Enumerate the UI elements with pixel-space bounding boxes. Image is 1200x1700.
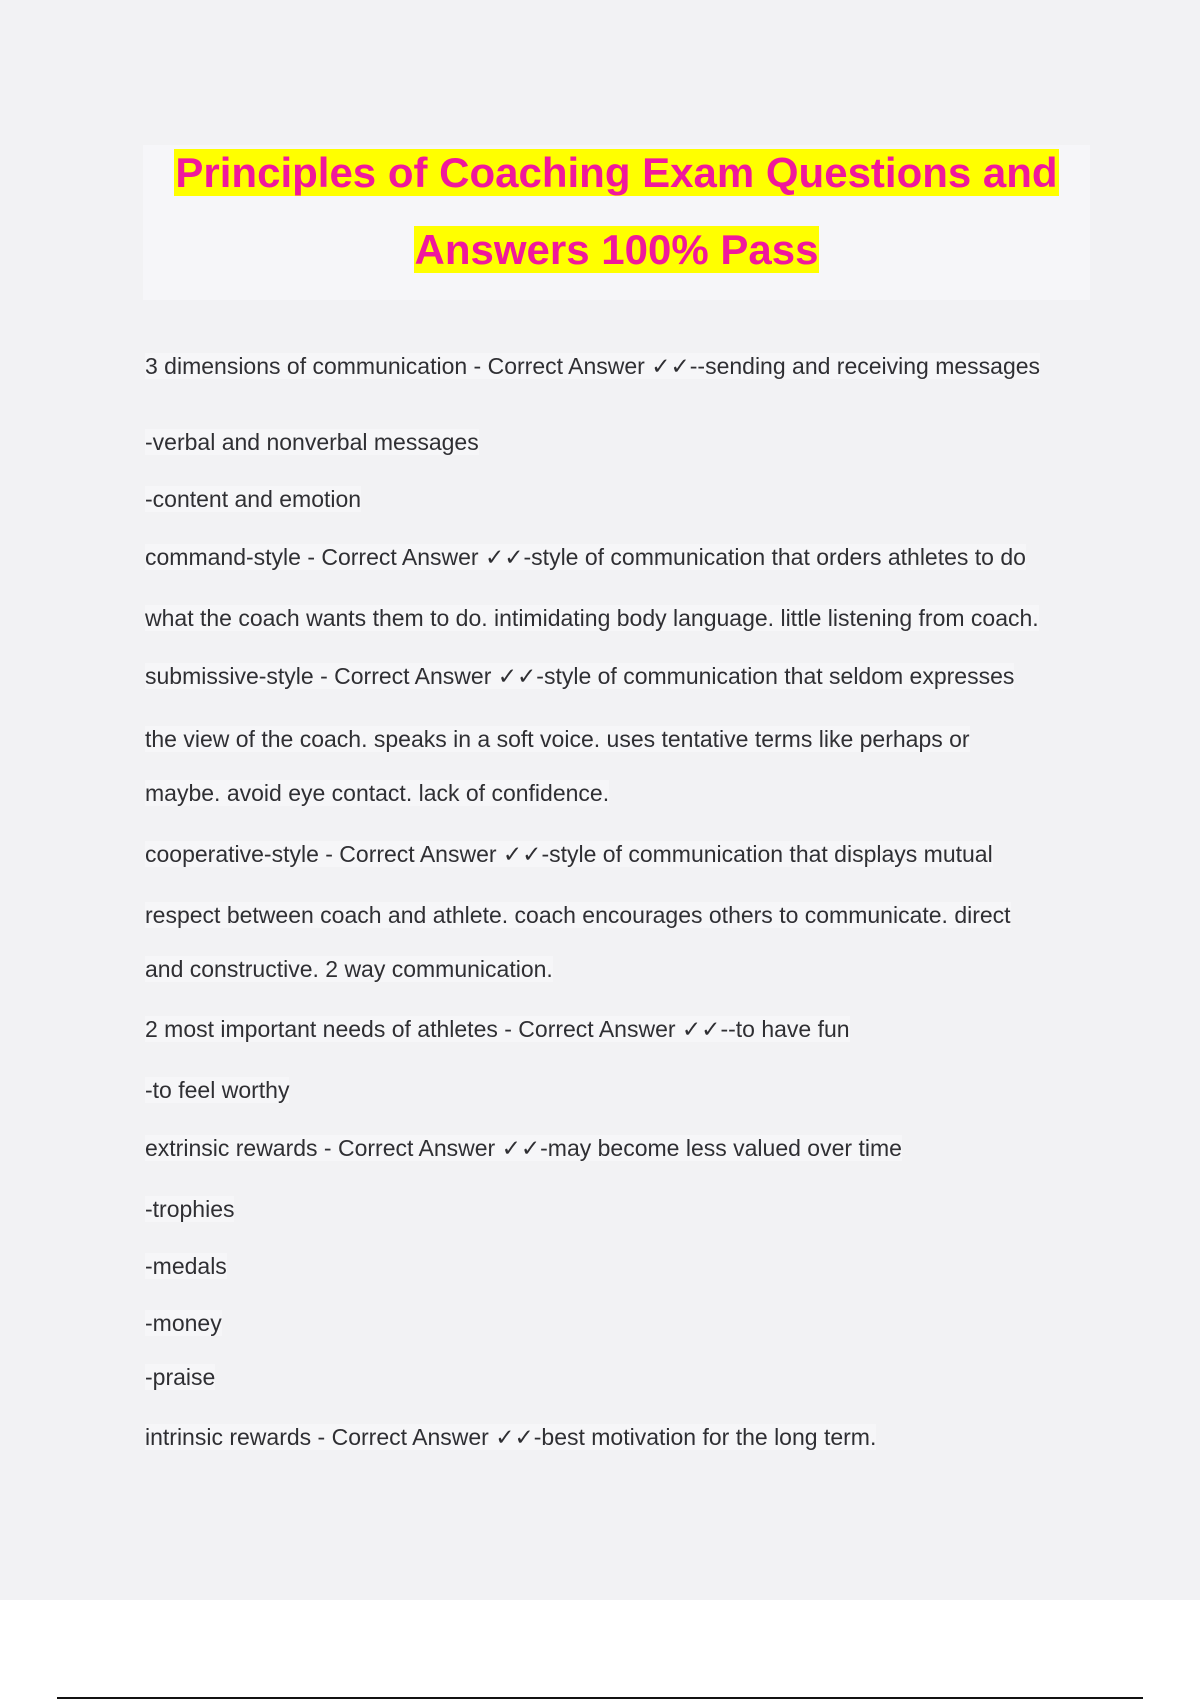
text-line-content: command-style - Correct Answer ✓✓-style of communication that orders athletes to do	[145, 544, 1026, 570]
text-line-content: maybe. avoid eye contact. lack of confidence.	[145, 780, 610, 806]
footer-divider	[57, 1697, 1143, 1699]
text-line	[145, 724, 970, 754]
text-line-content: -medals	[145, 1253, 227, 1279]
text-line	[145, 1422, 876, 1452]
text-line	[145, 1194, 234, 1224]
text-line	[145, 1308, 222, 1338]
text-line	[145, 661, 1014, 691]
text-line	[145, 1362, 215, 1392]
text-line-content: respect between coach and athlete. coach encourages others to communicate. direct	[145, 902, 1011, 928]
document-title-line-1	[143, 148, 1090, 198]
text-line	[145, 484, 361, 514]
text-line-content: and constructive. 2 way communication.	[145, 956, 553, 982]
text-line	[145, 427, 479, 457]
title-line-1-text: Principles of Coaching Exam Questions and	[175, 149, 1058, 196]
text-line-content: -verbal and nonverbal messages	[145, 429, 479, 455]
text-line-content: 3 dimensions of communication - Correct Answer ✓✓--sending and receiving messages	[145, 353, 1041, 379]
text-line	[145, 1251, 227, 1281]
text-line-content: extrinsic rewards - Correct Answer ✓✓-may become less valued over time	[145, 1135, 902, 1161]
text-line	[145, 1133, 902, 1163]
text-line-content: what the coach wants them to do. intimidating body language. little listening from coach.	[145, 605, 1039, 631]
text-line	[145, 954, 553, 984]
text-line	[145, 603, 1039, 633]
text-line	[145, 839, 993, 869]
text-line-content: cooperative-style - Correct Answer ✓✓-style of communication that displays mutual	[145, 841, 993, 867]
text-line	[145, 351, 1040, 381]
text-line-content: -money	[145, 1310, 222, 1336]
text-line-content: -praise	[145, 1364, 216, 1390]
text-line-content: 2 most important needs of athletes - Correct Answer ✓✓--to have fun	[145, 1016, 850, 1042]
text-line	[145, 778, 609, 808]
text-line-content: the view of the coach. speaks in a soft voice. uses tentative terms like perhaps or	[145, 726, 970, 752]
title-block	[143, 145, 1090, 300]
text-line-content: intrinsic rewards - Correct Answer ✓✓-best motivation for the long term.	[145, 1424, 877, 1450]
text-line	[145, 1014, 850, 1044]
document-title-line-2	[143, 225, 1090, 275]
title-line-2-text: Answers 100% Pass	[414, 226, 819, 273]
text-line	[145, 542, 1026, 572]
text-line	[145, 900, 1011, 930]
text-line	[145, 1075, 289, 1105]
text-line-content: -trophies	[145, 1196, 235, 1222]
text-line-content: -to feel worthy	[145, 1077, 290, 1103]
text-line-content: submissive-style - Correct Answer ✓✓-style of communication that seldom expresses	[145, 663, 1015, 689]
text-line-content: -content and emotion	[145, 486, 362, 512]
